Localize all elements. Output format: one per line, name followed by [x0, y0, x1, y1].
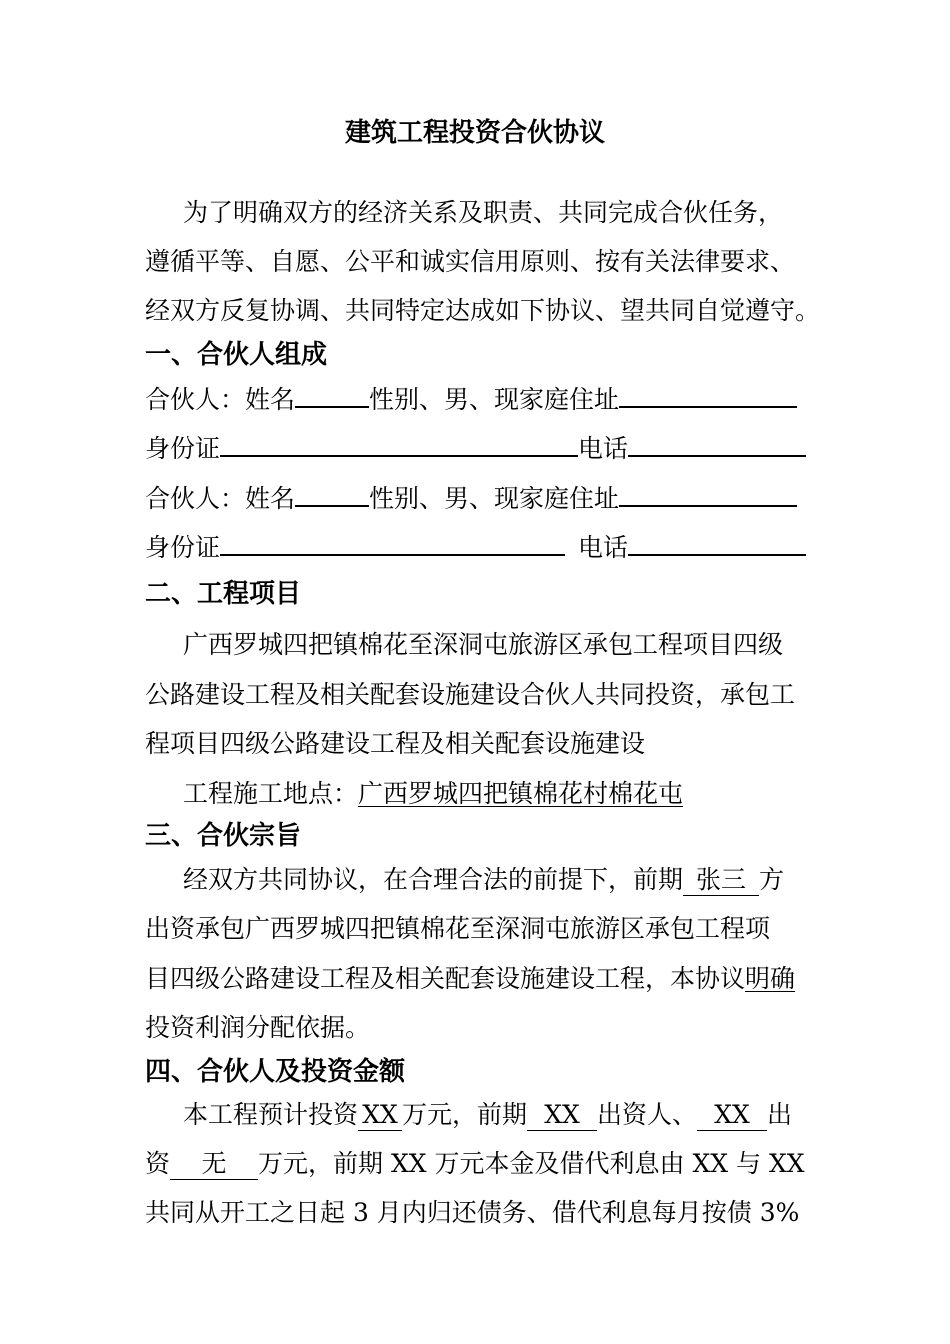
id-row-2 — [145, 528, 825, 566]
partner-name-label: 合伙人：姓名 — [145, 385, 296, 414]
site-line — [183, 776, 863, 812]
section-heading-project: 二、工程项目 — [145, 579, 302, 609]
investment-text: 本工程预计投资 — [183, 1100, 359, 1129]
purpose-line-1 — [183, 862, 863, 898]
purpose-text: 目四级公路建设工程及相关配套设施建设工程，本协议 — [145, 964, 746, 993]
investment-text: 资 — [145, 1149, 171, 1178]
intro-line-1: 为了明确双方的经济关系及职责、共同完成合伙任务， — [183, 198, 784, 227]
purpose-text: 经双方共同协议，在合理合法的前提下，前期 — [183, 865, 684, 894]
purpose-line-2: 出资承包广西罗城四把镇棉花至深洞屯旅游区承包工程项 — [145, 914, 771, 943]
purpose-text: 方 — [759, 865, 785, 894]
intro-line-3: 经双方反复协调、共同特定达成如下协议、望共同自觉遵守。 — [145, 296, 821, 325]
intro-line-2: 遵循平等、自愿、公平和诚实信用原则、按有关法律要求、 — [145, 247, 796, 276]
phone-blank — [628, 528, 806, 556]
site-value: 广西罗城四把镇棉花村棉花屯 — [358, 779, 684, 808]
purpose-line-4: 投资利润分配依据。 — [145, 1013, 371, 1042]
address-blank — [619, 380, 797, 408]
investment-text: 出 — [767, 1100, 793, 1129]
investment-line-3: 共同从开工之日起 3 月内归还债务、借代利息每月按债 3% — [145, 1198, 800, 1227]
gender-address-label: 性别、男、现家庭住址 — [369, 385, 620, 414]
address-blank — [619, 479, 797, 507]
investment-line-1 — [183, 1097, 863, 1133]
site-label: 工程施工地点： — [183, 779, 359, 808]
partner-row-1 — [145, 380, 825, 418]
section-heading-partners: 一、合伙人组成 — [145, 340, 328, 370]
project-line-1: 广西罗城四把镇棉花至深洞屯旅游区承包工程项目四级 — [183, 630, 784, 659]
phone-label: 电话 — [578, 434, 629, 463]
section-heading-purpose: 三、合伙宗旨 — [145, 821, 302, 851]
document-title: 建筑工程投资合伙协议 — [344, 118, 605, 148]
investor-2: XX — [697, 1100, 767, 1131]
phone-label: 电话 — [578, 533, 629, 562]
investment-line-2 — [145, 1146, 825, 1182]
section-heading-investment: 四、合伙人及投资金额 — [145, 1057, 406, 1087]
gender-address-label: 性别、男、现家庭住址 — [369, 484, 620, 513]
investment-text: 出资人、 — [597, 1100, 698, 1129]
id-blank — [220, 429, 578, 457]
investor-name: 张三 — [683, 865, 759, 896]
investment-text: 万元，前期 XX 万元本金及借代利息由 XX 与 XX — [258, 1149, 805, 1178]
project-line-2: 公路建设工程及相关配套设施建设合伙人共同投资，承包工 — [145, 680, 796, 709]
partner-name-label: 合伙人：姓名 — [145, 484, 296, 513]
investor-1: XX — [527, 1100, 597, 1131]
project-line-3: 程项目四级公路建设工程及相关配套设施建设 — [145, 729, 646, 758]
phone-blank — [628, 429, 806, 457]
name-blank — [295, 380, 369, 408]
id-blank — [220, 528, 565, 556]
purpose-underlined: 明确 — [745, 964, 796, 993]
purpose-line-3 — [145, 961, 825, 997]
partner-row-2 — [145, 479, 825, 517]
total-amount: XX — [358, 1100, 402, 1131]
investment-text: 万元，前期 — [402, 1100, 528, 1129]
name-blank — [295, 479, 369, 507]
investment-value: 无 — [170, 1149, 258, 1180]
id-row-1 — [145, 429, 825, 467]
id-label: 身份证 — [145, 434, 221, 463]
id-label: 身份证 — [145, 533, 221, 562]
